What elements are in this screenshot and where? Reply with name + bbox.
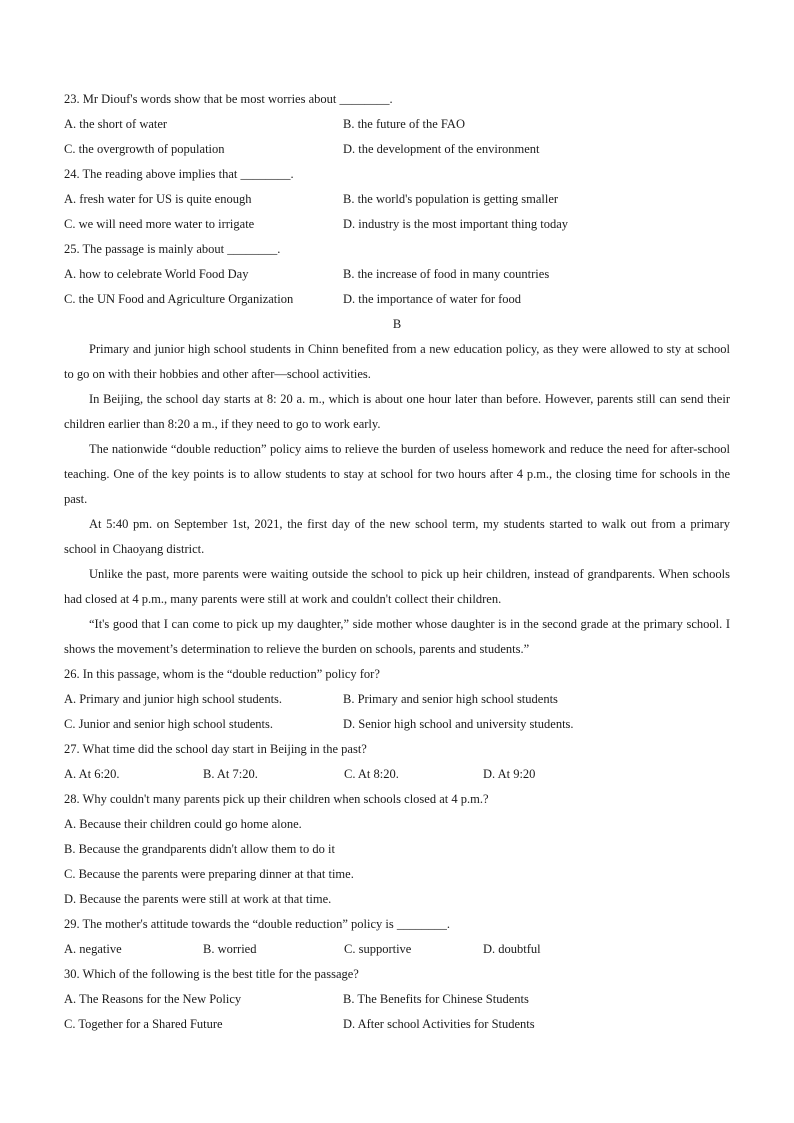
option-30-a: A. The Reasons for the New Policy xyxy=(64,992,242,1006)
question-29-stem: 29. The mother's attitude towards the “double reduction” policy is ________. xyxy=(64,917,450,931)
question-24-options-row-1 xyxy=(64,187,730,212)
option-25-b: B. the increase of food in many countries xyxy=(343,267,550,281)
question-26-options-row-1 xyxy=(64,687,730,712)
section-b-heading: B xyxy=(392,317,402,331)
option-24-c: C. we will need more water to irrigate xyxy=(64,217,255,231)
option-23-a: A. the short of water xyxy=(64,117,168,131)
question-30-options-row-2 xyxy=(64,1012,730,1037)
question-27-stem: 27. What time did the school day start in Beijing in the past? xyxy=(64,742,367,756)
question-25-options-row-2 xyxy=(64,287,730,312)
option-29-b: B. worried xyxy=(203,942,257,956)
question-29-options-row xyxy=(64,937,730,962)
passage-paragraph-2: In Beijing, the school day starts at 8: 20 a. m., which is about one hour later than before. However, parents still can send their children earlier than 8:20 a m., if they need to go to work early. xyxy=(64,392,730,431)
option-28-d: D. Because the parents were still at work at that time. xyxy=(64,892,332,906)
question-24-stem: 24. The reading above implies that ________. xyxy=(64,167,294,181)
option-24-b: B. the world's population is getting smaller xyxy=(343,192,559,206)
option-26-c: C. Junior and senior high school students. xyxy=(64,717,274,731)
question-26-stem: 26. In this passage, whom is the “double reduction” policy for? xyxy=(64,667,380,681)
question-25-options-row-1 xyxy=(64,262,730,287)
option-26-a: A. Primary and junior high school students. xyxy=(64,692,283,706)
question-25-stem: 25. The passage is mainly about ________. xyxy=(64,242,281,256)
passage-paragraph-4: At 5:40 pm. on September 1st, 2021, the first day of the new school term, my students started to walk out from a primary school in Chaoyang district. xyxy=(64,517,730,556)
question-30-options-row-1 xyxy=(64,987,730,1012)
option-30-c: C. Together for a Shared Future xyxy=(64,1017,223,1031)
option-26-b: B. Primary and senior high school students xyxy=(343,692,558,706)
passage-paragraph-6: “It's good that I can come to pick up my daughter,” side mother whose daughter is in the second grade at the primary school. I shows the movement’s determination to relieve the burden on schools, parents and students.” xyxy=(64,617,730,656)
passage-paragraph-3: The nationwide “double reduction” policy aims to relieve the burden of useless homework and reduce the need for after-school teaching. One of the key points is to allow students to stay at school for two hours after 4 p.m., the closing time for schools in the past. xyxy=(64,442,730,506)
question-24-options-row-2 xyxy=(64,212,730,237)
exam-page xyxy=(64,87,730,1037)
option-25-c: C. the UN Food and Agriculture Organization xyxy=(64,292,294,306)
option-27-a: A. At 6:20. xyxy=(64,767,120,781)
question-26-options-row-2 xyxy=(64,712,730,737)
option-29-a: A. negative xyxy=(64,942,122,956)
option-23-b: B. the future of the FAO xyxy=(343,117,465,131)
question-30-stem: 30. Which of the following is the best title for the passage? xyxy=(64,967,359,981)
option-27-d: D. At 9:20 xyxy=(483,767,536,781)
option-27-b: B. At 7:20. xyxy=(203,767,258,781)
option-29-d: D. doubtful xyxy=(483,942,541,956)
option-28-b: B. Because the grandparents didn't allow them to do it xyxy=(64,842,335,856)
passage-paragraph-5: Unlike the past, more parents were waiting outside the school to pick up heir children, instead of grandparents. When schools had closed at 4 p.m., many parents were still at work and couldn't collect their children. xyxy=(64,567,730,606)
question-23-stem: 23. Mr Diouf's words show that be most worries about ________. xyxy=(64,92,393,106)
question-23-options-row-1 xyxy=(64,112,730,137)
option-24-d: D. industry is the most important thing today xyxy=(343,217,568,231)
option-28-c: C. Because the parents were preparing dinner at that time. xyxy=(64,867,354,881)
option-28-a: A. Because their children could go home alone. xyxy=(64,817,302,831)
option-26-d: D. Senior high school and university students. xyxy=(343,717,574,731)
option-29-c: C. supportive xyxy=(344,942,412,956)
option-23-c: C. the overgrowth of population xyxy=(64,142,225,156)
option-25-a: A. how to celebrate World Food Day xyxy=(64,267,249,281)
option-24-a: A. fresh water for US is quite enough xyxy=(64,192,252,206)
option-25-d: D. the importance of water for food xyxy=(343,292,522,306)
question-27-options-row xyxy=(64,762,730,787)
question-23-options-row-2 xyxy=(64,137,730,162)
option-30-d: D. After school Activities for Students xyxy=(343,1017,535,1031)
option-30-b: B. The Benefits for Chinese Students xyxy=(343,992,529,1006)
passage-paragraph-1: Primary and junior high school students in Chinn benefited from a new education policy, as they were allowed to sty at school to go on with their hobbies and other after—school activities. xyxy=(64,342,730,381)
question-28-stem: 28. Why couldn't many parents pick up their children when schools closed at 4 p.m.? xyxy=(64,792,489,806)
option-27-c: C. At 8:20. xyxy=(344,767,399,781)
option-23-d: D. the development of the environment xyxy=(343,142,540,156)
